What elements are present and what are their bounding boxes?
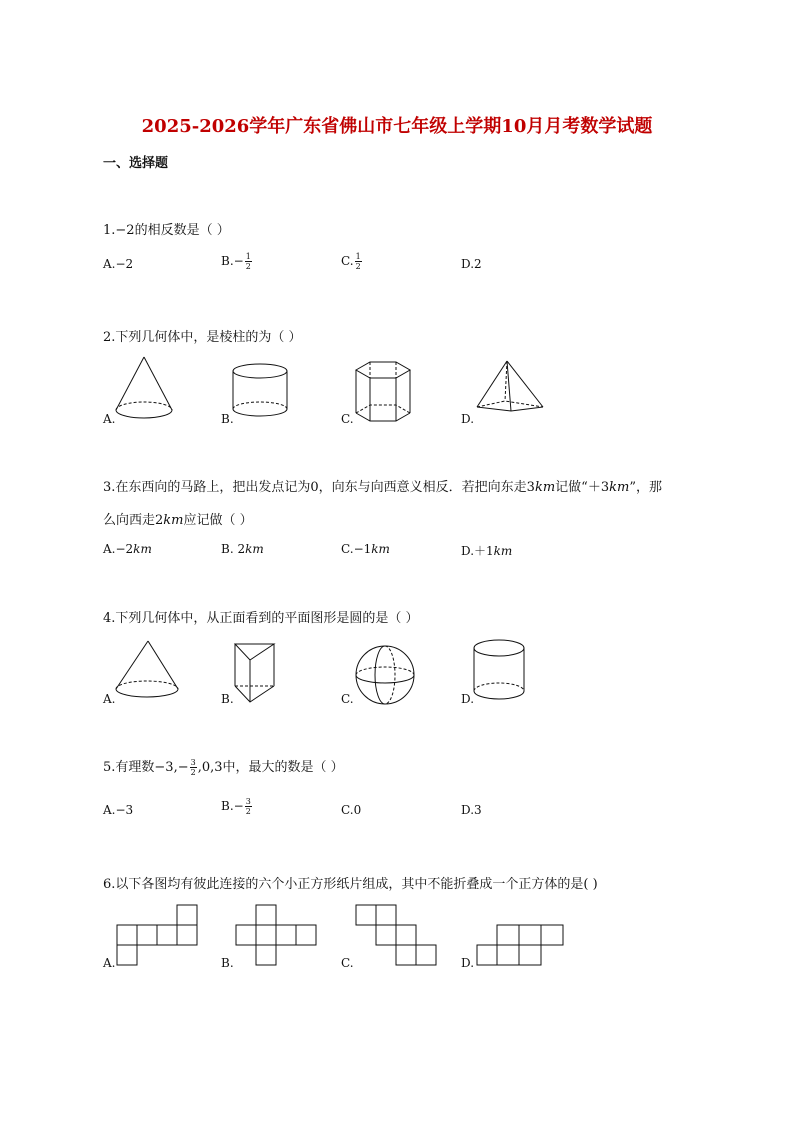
net-b-icon — [235, 904, 321, 970]
q5-option-a: A.−3 — [103, 803, 134, 817]
q5-stem-fraction — [190, 758, 197, 777]
q1-option-b-prefix: B.− — [221, 254, 244, 268]
q1-option-c — [341, 252, 363, 271]
q1-b-numerator: 1 — [245, 252, 251, 261]
q5-option-b-fraction — [245, 797, 252, 816]
q1-option-a: A.−2 — [103, 257, 134, 271]
q5-b-numerator: 3 — [245, 797, 251, 806]
q5-stem-part-1: 5.有理数−3,− — [103, 760, 189, 775]
q4-option-b: B. — [221, 692, 234, 706]
q3-option-c — [341, 542, 390, 556]
q3-option-d-value: D.＋1 — [461, 544, 494, 558]
q5-numerator: 3 — [190, 758, 196, 767]
q5-option-b — [221, 797, 253, 816]
question-6-stem: 6.以下各图均有彼此连接的六个小正方形纸片组成，其中不能折叠成一个正方体的是( ) — [103, 877, 598, 892]
q1-c-numerator: 1 — [355, 252, 361, 261]
triangular-prism-icon — [232, 640, 282, 706]
question-3-stem-line-2 — [103, 509, 253, 528]
pyramid-icon — [475, 359, 547, 415]
q2-option-c: C. — [341, 412, 354, 426]
q6-option-c: C. — [341, 956, 354, 970]
q5-option-c: C.0 — [341, 803, 362, 817]
cone-icon — [113, 639, 181, 705]
q3-stem-part-3: ”，那 — [629, 480, 662, 495]
q3-unit-km: km — [163, 513, 184, 528]
hexagonal-prism-icon — [352, 359, 414, 427]
q3-stem-part-4: 么向西走2 — [103, 513, 164, 528]
q6-option-b: B. — [221, 956, 234, 970]
question-1-stem: 1.−2的相反数是（ ） — [103, 223, 230, 238]
q3-unit-km: km — [534, 480, 556, 495]
q2-option-a: A. — [103, 412, 116, 426]
q1-option-c-prefix: C. — [341, 254, 354, 268]
question-3-stem-line-1 — [103, 476, 662, 495]
q3-stem-part-5: 应记做（ ） — [183, 513, 253, 528]
question-4-stem: 4.下列几何体中，从正面看到的平面图形是圆的是（ ） — [103, 611, 419, 626]
q3-unit-km: km — [609, 480, 630, 495]
q1-option-b-fraction — [245, 252, 252, 271]
net-c-icon — [355, 904, 441, 970]
question-2-stem: 2.下列几何体中，是棱柱的为（ ） — [103, 330, 302, 345]
cylinder-icon — [231, 362, 291, 424]
q6-option-a: A. — [103, 956, 116, 970]
q5-option-d: D.3 — [461, 803, 482, 817]
q4-option-c: C. — [341, 692, 354, 706]
q1-c-denominator: 2 — [355, 262, 361, 271]
q3-option-b — [221, 542, 264, 556]
q3-unit-km: km — [371, 542, 390, 556]
q5-stem-part-2: ,0,3中，最大的数是（ ） — [197, 760, 344, 775]
q3-unit-km: km — [245, 542, 264, 556]
q6-option-d: D. — [461, 956, 475, 970]
q1-option-d: D.2 — [461, 257, 482, 271]
cylinder-icon — [472, 638, 530, 706]
q3-unit-km: km — [493, 544, 513, 558]
q3-stem-part-2: 记做“＋3 — [555, 480, 610, 495]
q1-option-c-fraction — [355, 252, 362, 271]
q5-b-denominator: 2 — [245, 807, 251, 816]
section-heading: 一、选择题 — [103, 156, 169, 171]
q5-option-b-prefix: B.− — [221, 799, 244, 813]
sphere-icon — [353, 644, 419, 708]
q4-option-a: A. — [103, 692, 116, 706]
net-d-icon — [476, 924, 568, 970]
q1-option-b — [221, 252, 253, 271]
q2-option-b: B. — [221, 412, 234, 426]
q1-b-denominator: 2 — [245, 262, 251, 271]
q2-option-d: D. — [461, 412, 475, 426]
q3-option-b-value: B. 2 — [221, 542, 246, 556]
q3-option-d — [461, 542, 512, 559]
q3-stem-part-1: 3.在东西向的马路上，把出发点记为0，向东与向西意义相反．若把向东走3 — [103, 480, 535, 495]
question-5-stem — [103, 756, 344, 777]
q4-option-d: D. — [461, 692, 475, 706]
cone-icon — [113, 355, 175, 425]
net-a-icon — [116, 904, 200, 970]
q5-denominator: 2 — [190, 768, 196, 777]
q3-option-a-value: A.−2 — [103, 542, 134, 556]
q3-unit-km: km — [133, 542, 152, 556]
page-title: 2025-2026学年广东省佛山市七年级上学期10月月考数学试题 — [141, 116, 653, 137]
q3-option-c-value: C.−1 — [341, 542, 372, 556]
q3-option-a — [103, 542, 152, 556]
